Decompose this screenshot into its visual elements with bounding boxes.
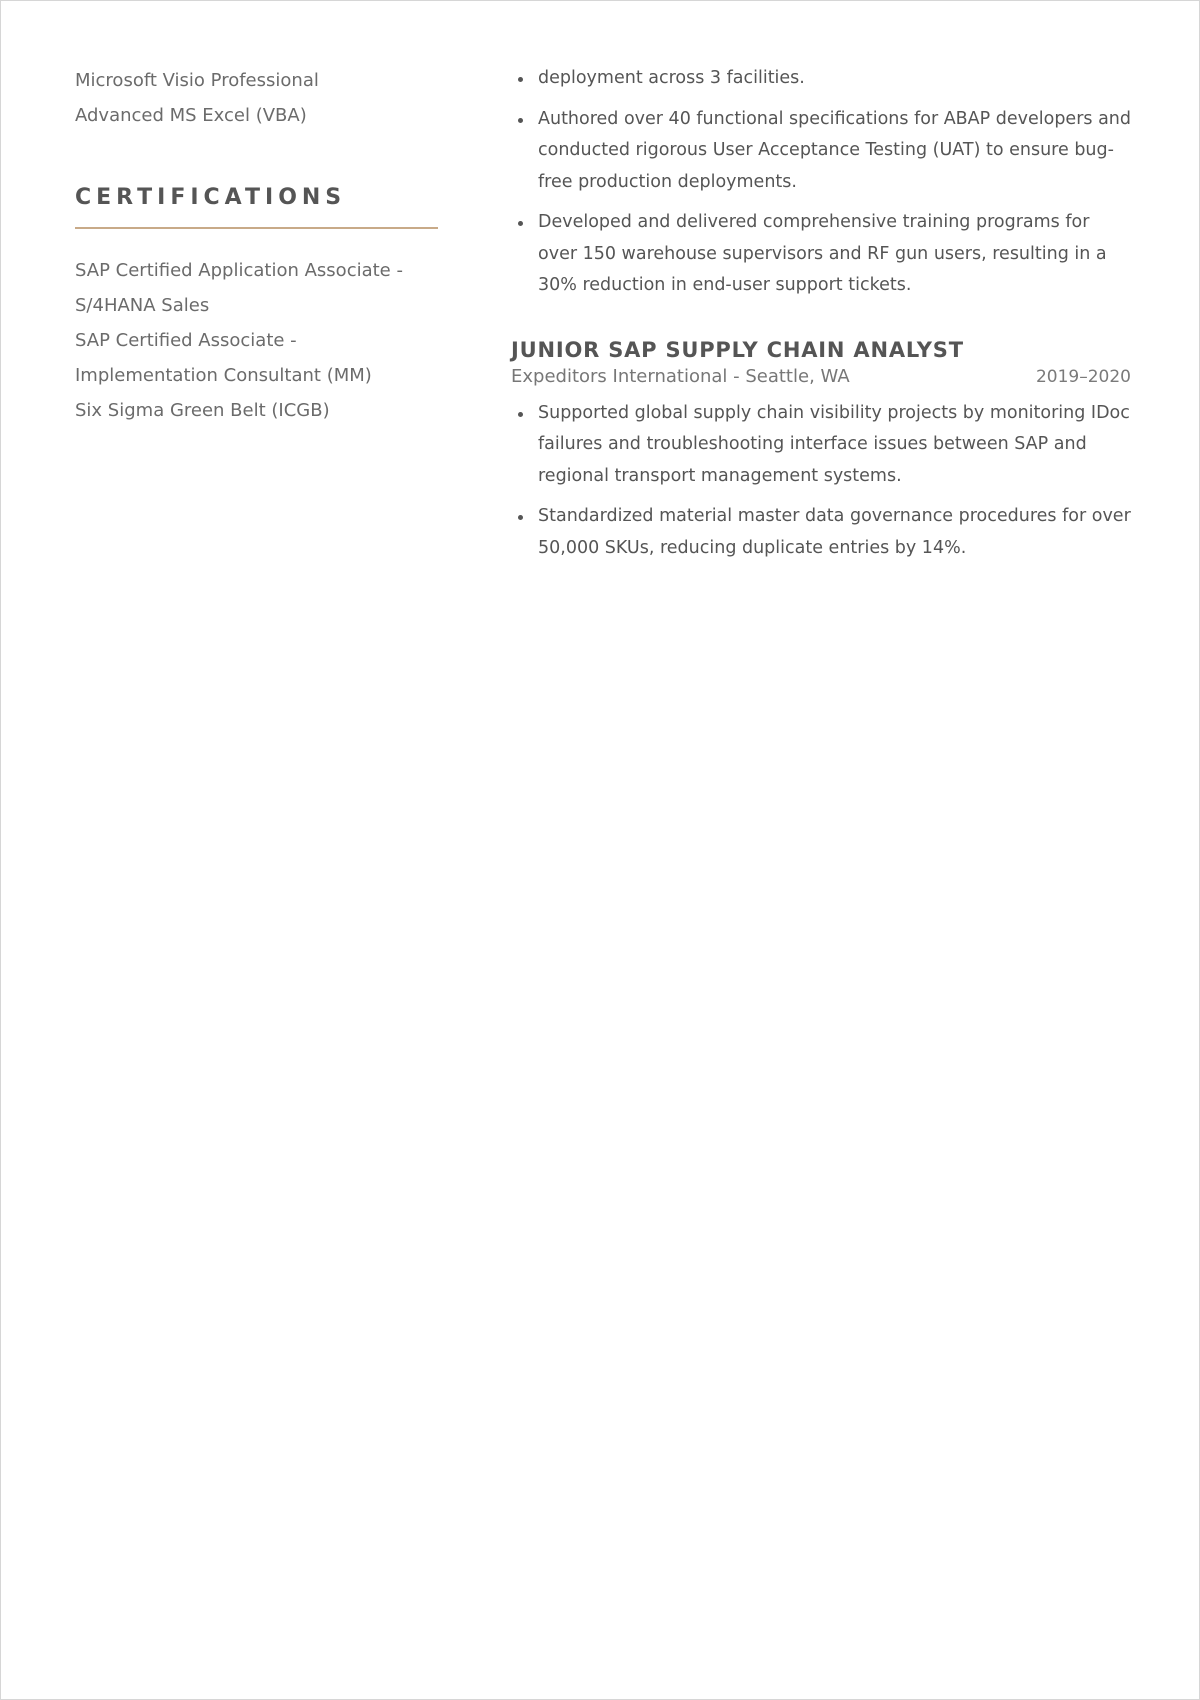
skill-item: Advanced MS Excel (VBA) [75, 105, 307, 126]
job-dates: 2019–2020 [1035, 366, 1131, 387]
bullet-item: deployment across 3 facilities. [511, 63, 1131, 95]
bullet-item: Standardized material master data governance procedures for over 50,000 SKUs, reducing duplicate entries by 14%. [511, 501, 1131, 564]
certifications-heading: CERTIFICATIONS [75, 185, 347, 210]
skills-list [75, 63, 438, 133]
job-meta [511, 364, 1131, 390]
bullet-item: Authored over 40 functional specifications for ABAP developers and conducted rigorous User Acceptance Testing (UAT) to ensure bug-free production deployments. [511, 104, 1131, 199]
job-company: Expeditors International - Seattle, WA [511, 365, 850, 387]
continued-job-bullets [511, 63, 1131, 302]
bullet-item: Supported global supply chain visibility projects by monitoring IDoc failures and troubleshooting interface issues between SAP and regional transport management systems. [511, 398, 1131, 493]
certification-item: Six Sigma Green Belt (ICGB) [75, 400, 330, 421]
job-title: JUNIOR SAP SUPPLY CHAIN ANALYST [511, 337, 964, 362]
job-entry [511, 336, 1131, 565]
bullet-item: Developed and delivered comprehensive training programs for over 150 warehouse supervisors and RF gun users, resulting in a 30% reduction in end-user support tickets. [511, 207, 1131, 302]
certification-item: SAP Certified Associate - [75, 330, 297, 351]
experience-column [511, 63, 1131, 573]
certifications-list [75, 253, 438, 428]
certification-item: SAP Certified Application Associate - [75, 260, 403, 281]
sidebar-column [75, 63, 438, 428]
certification-item: S/4HANA Sales [75, 295, 210, 316]
skill-item: Microsoft Visio Professional [75, 70, 319, 91]
job-bullets [511, 398, 1131, 565]
certification-item: Implementation Consultant (MM) [75, 365, 372, 386]
section-divider [75, 227, 438, 229]
